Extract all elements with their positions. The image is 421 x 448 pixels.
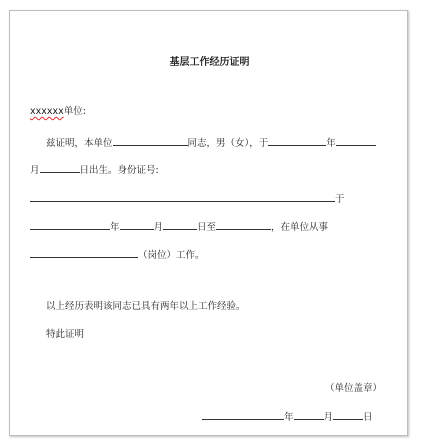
paragraph-line-4 (30, 219, 328, 234)
p5-text-a: （岗位）工作。 (138, 250, 205, 261)
recipient-placeholder: xxxxxx (30, 106, 64, 117)
p1-text-c: 年 (326, 138, 336, 149)
sign-year-blank (202, 409, 284, 420)
seal-line: （单位盖章） (325, 383, 383, 394)
special-line: 特此证明 (46, 329, 85, 340)
birth-month-blank (40, 162, 80, 173)
id-number-blank (30, 191, 335, 202)
from-month-blank (120, 219, 154, 230)
sign-month-blank (294, 409, 324, 420)
p4-text-d: ，在单位从事 (271, 222, 329, 233)
p2-text-b: 日出生。身份证号: (79, 165, 159, 176)
start-blank-tail (336, 135, 376, 146)
paragraph-line-5 (30, 247, 205, 262)
document-title: 基层工作经历证明 (169, 57, 250, 68)
statement-line: 以上经历表明该同志已具有两年以上工作经验。 (46, 301, 246, 312)
date-month: 月 (323, 412, 334, 423)
recipient-suffix: 单位: (63, 106, 86, 117)
name-blank (113, 135, 188, 146)
from-year-blank (30, 219, 110, 230)
start-year-blank (268, 135, 326, 146)
date-year: 年 (284, 412, 294, 423)
recipient-line (30, 106, 86, 118)
from-day-blank (163, 219, 197, 230)
p4-text-b: 月 (153, 222, 164, 233)
certificate-page (9, 10, 408, 436)
p1-text-a: 兹证明，本单位 (46, 138, 113, 149)
sign-day-blank (333, 409, 363, 420)
paragraph-line-1 (46, 135, 376, 150)
to-date-blank (216, 219, 271, 230)
p4-text-c: 日至 (197, 222, 217, 233)
date-day: 日 (363, 412, 373, 423)
p3-text-end: 于 (335, 194, 345, 205)
date-line (202, 409, 373, 424)
paragraph-line-2 (30, 162, 159, 177)
p2-text-a: 月 (30, 165, 40, 176)
paragraph-line-3 (30, 191, 345, 206)
position-blank (30, 247, 138, 258)
p1-text-b: 同志，男（女），于 (187, 138, 269, 149)
p4-text-a: 年 (110, 222, 120, 233)
